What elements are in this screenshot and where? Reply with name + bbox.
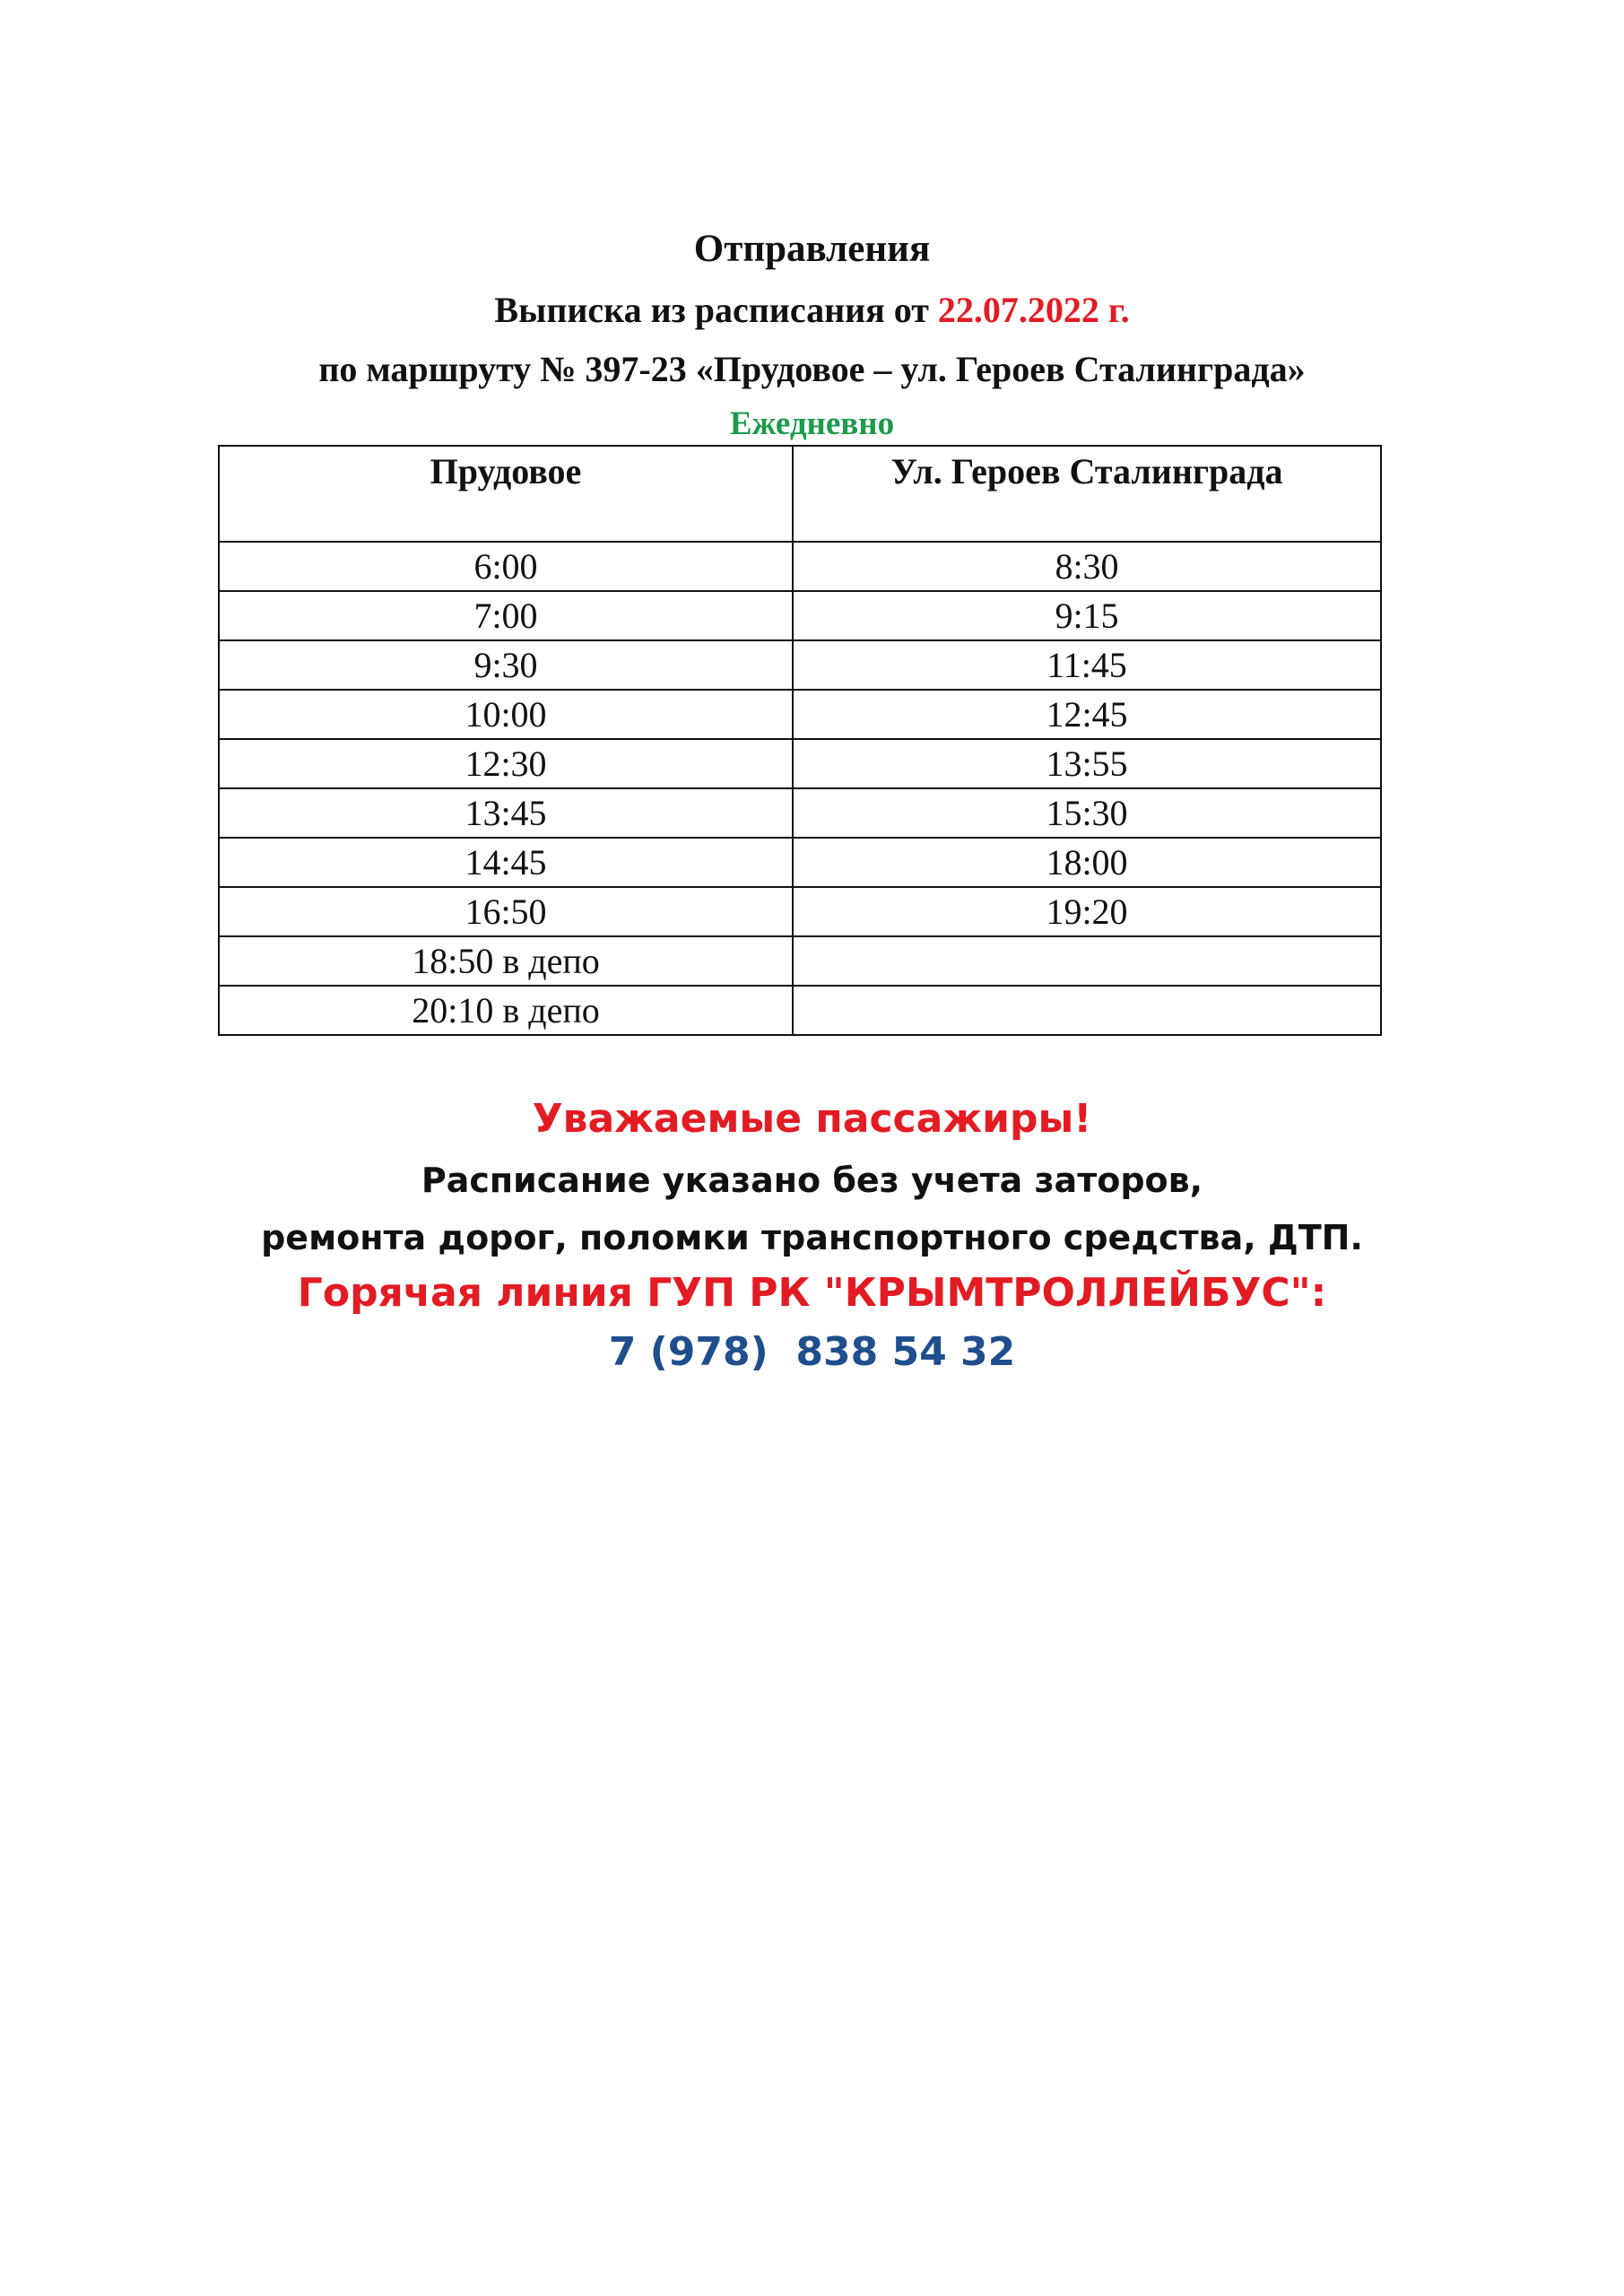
departure-prudovoe: 18:50 в депо xyxy=(219,936,793,986)
table-row xyxy=(219,739,1381,788)
departure-geroev-stalingrada xyxy=(793,936,1381,986)
table-header-row xyxy=(219,446,1381,542)
departure-prudovoe: 20:10 в депо xyxy=(219,986,793,1035)
frequency-label: Ежедневно xyxy=(729,405,895,442)
hotline-label: Горячая линия ГУП РК "КРЫМТРОЛЛЕЙБУС": xyxy=(297,1270,1327,1316)
departure-geroev-stalingrada: 18:00 xyxy=(793,838,1381,887)
table-row xyxy=(219,838,1381,887)
table-row xyxy=(219,690,1381,739)
departure-geroev-stalingrada: 8:30 xyxy=(793,542,1381,591)
departure-prudovoe: 12:30 xyxy=(219,739,793,788)
departure-prudovoe: 9:30 xyxy=(219,640,793,690)
table-row xyxy=(219,936,1381,986)
departure-geroev-stalingrada: 19:20 xyxy=(793,887,1381,936)
extract-date: 22.07.2022 г. xyxy=(937,290,1130,330)
extract-prefix: Выписка из расписания от xyxy=(494,290,938,330)
column-header-geroev-stalingrada: Ул. Героев Сталинграда xyxy=(793,446,1381,542)
table-row xyxy=(219,788,1381,838)
departure-geroev-stalingrada: 12:45 xyxy=(793,690,1381,739)
disclaimer-line-2: ремонта дорог, поломки транспортного средства, ДТП. xyxy=(261,1218,1363,1257)
departure-geroev-stalingrada: 15:30 xyxy=(793,788,1381,838)
page-title: Отправления xyxy=(693,228,931,270)
table-row xyxy=(219,986,1381,1035)
departure-geroev-stalingrada: 13:55 xyxy=(793,739,1381,788)
table-row xyxy=(219,591,1381,640)
departure-prudovoe: 13:45 xyxy=(219,788,793,838)
schedule-table xyxy=(218,445,1382,1036)
disclaimer-line-1: Расписание указано без учета заторов, xyxy=(421,1161,1203,1200)
departure-prudovoe: 6:00 xyxy=(219,542,793,591)
hotline-phone-number: 7 (978) 838 54 32 xyxy=(608,1329,1016,1375)
route-title: по маршруту № 397-23 «Прудовое – ул. Героев Сталинграда» xyxy=(318,349,1306,389)
departure-prudovoe: 10:00 xyxy=(219,690,793,739)
departure-geroev-stalingrada: 9:15 xyxy=(793,591,1381,640)
departure-prudovoe: 7:00 xyxy=(219,591,793,640)
table-row xyxy=(219,640,1381,690)
table-row xyxy=(219,542,1381,591)
departure-geroev-stalingrada xyxy=(793,986,1381,1035)
table-row xyxy=(219,887,1381,936)
column-header-prudovoe: Прудовое xyxy=(219,446,793,542)
departure-prudovoe: 14:45 xyxy=(219,838,793,887)
departure-geroev-stalingrada: 11:45 xyxy=(793,640,1381,690)
passenger-greeting: Уважаемые пассажиры! xyxy=(532,1096,1092,1142)
departure-prudovoe: 16:50 xyxy=(219,887,793,936)
schedule-extract-line xyxy=(0,283,1624,337)
